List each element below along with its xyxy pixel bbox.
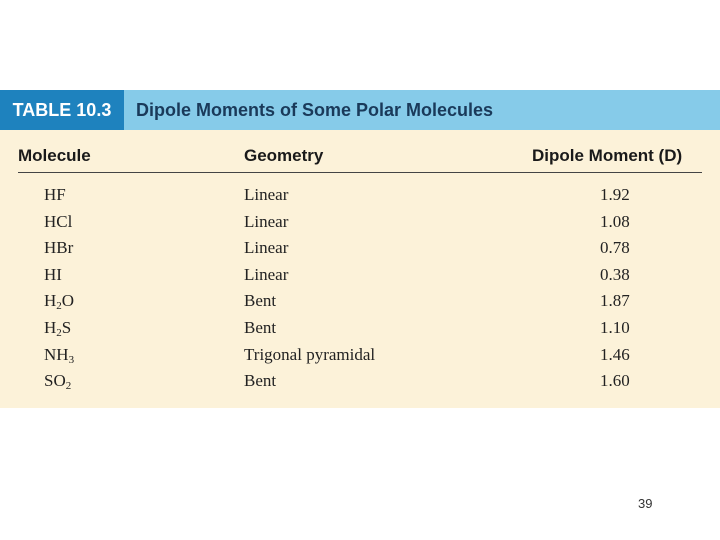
molecule-subscript: 2 bbox=[65, 380, 72, 393]
table-body bbox=[0, 182, 720, 395]
molecule-formula-tail: O bbox=[61, 291, 75, 311]
table-row bbox=[0, 235, 720, 262]
molecule-cell bbox=[44, 265, 62, 285]
table-row bbox=[0, 262, 720, 289]
molecule-cell bbox=[44, 318, 71, 338]
geometry-cell: Linear bbox=[244, 264, 289, 284]
table-row bbox=[0, 209, 720, 236]
dipole-moment-cell: 1.10 bbox=[600, 317, 630, 337]
table-row bbox=[0, 182, 720, 209]
molecule-subscript: 2 bbox=[56, 300, 62, 313]
geometry-cell: Linear bbox=[244, 185, 289, 204]
table-row bbox=[0, 315, 720, 342]
table-row bbox=[0, 288, 720, 315]
table-row bbox=[0, 342, 720, 369]
molecule-cell bbox=[44, 345, 74, 365]
geometry-cell: Linear bbox=[244, 238, 289, 258]
table-number: TABLE 10.3 bbox=[0, 90, 124, 130]
molecule-subscript: 3 bbox=[68, 353, 75, 366]
geometry-cell: Bent bbox=[244, 317, 277, 337]
page-number: 39 bbox=[638, 496, 653, 511]
dipole-moment-cell: 0.78 bbox=[600, 238, 630, 258]
molecule-formula: H bbox=[44, 291, 57, 311]
table-row bbox=[0, 368, 720, 395]
dipole-moment-cell: 0.38 bbox=[600, 264, 630, 284]
molecule-formula: HCl bbox=[44, 211, 73, 231]
dipole-moment-cell: 1.08 bbox=[600, 211, 630, 231]
table-panel bbox=[0, 90, 720, 408]
molecule-cell bbox=[44, 185, 66, 205]
molecule-formula: HI bbox=[44, 264, 62, 284]
table-header-bar bbox=[0, 90, 720, 130]
column-header-molecule: Molecule bbox=[18, 146, 91, 165]
molecule-cell bbox=[44, 371, 71, 391]
column-header-geometry: Geometry bbox=[244, 146, 324, 165]
molecule-cell bbox=[44, 212, 72, 232]
geometry-cell: Linear bbox=[244, 211, 289, 231]
molecule-subscript: 2 bbox=[56, 326, 62, 339]
molecule-formula: HF bbox=[44, 185, 66, 204]
column-header-dipole: Dipole Moment (D) bbox=[532, 146, 683, 165]
molecule-cell bbox=[44, 238, 73, 258]
dipole-moment-cell: 1.87 bbox=[600, 291, 630, 311]
molecule-cell bbox=[44, 291, 74, 311]
header-rule bbox=[18, 172, 702, 173]
molecule-formula: NH bbox=[44, 344, 69, 364]
molecule-formula: SO bbox=[44, 371, 66, 391]
molecule-formula-tail: S bbox=[61, 317, 72, 337]
geometry-cell: Trigonal pyramidal bbox=[244, 344, 376, 364]
molecule-formula: H bbox=[44, 317, 57, 337]
dipole-moment-cell: 1.60 bbox=[600, 371, 630, 391]
molecule-formula: HBr bbox=[44, 238, 74, 258]
table-title: Dipole Moments of Some Polar Molecules bbox=[136, 100, 494, 120]
dipole-moment-cell: 1.92 bbox=[600, 185, 630, 204]
geometry-cell: Bent bbox=[244, 291, 277, 311]
geometry-cell: Bent bbox=[244, 371, 277, 391]
dipole-moment-cell: 1.46 bbox=[600, 344, 630, 364]
